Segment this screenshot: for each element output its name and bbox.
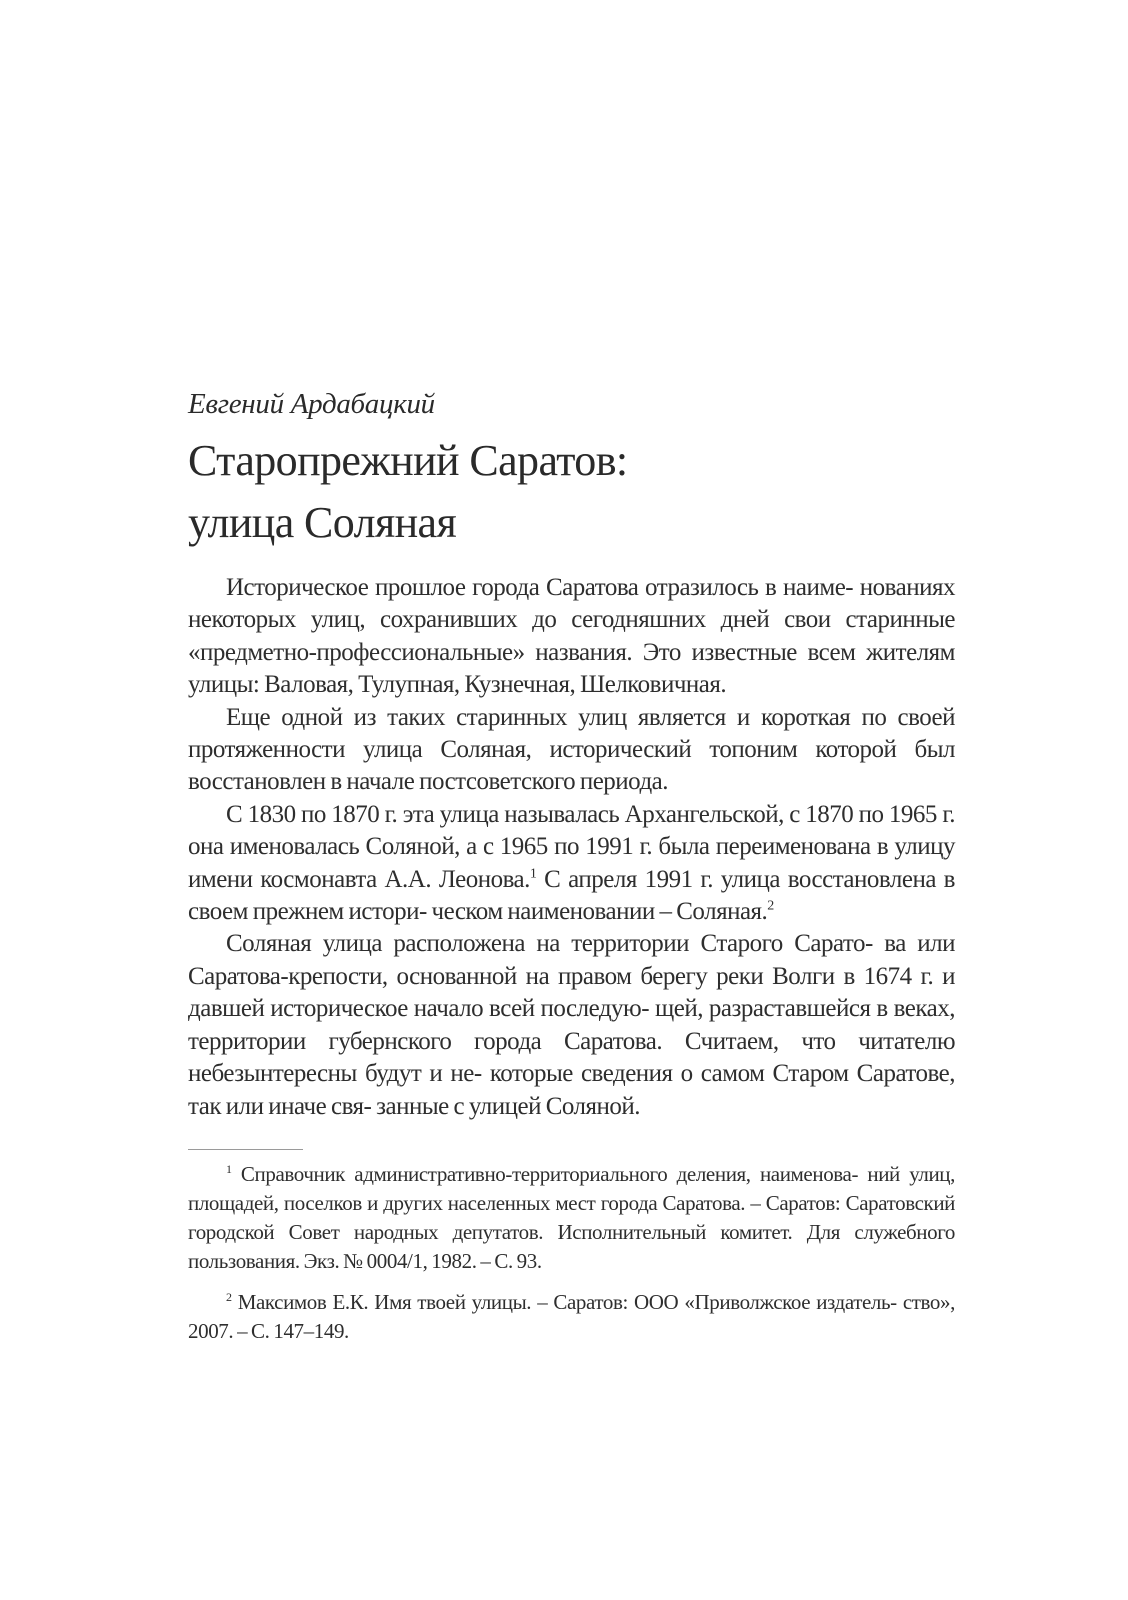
text-line: ческом наименовании – Соляная. xyxy=(431,898,768,926)
footnote-number: 2 xyxy=(226,1289,232,1304)
text-line: занные с улицей Соляной. xyxy=(376,1092,641,1120)
text-line: ва или Саратова-крепости, основанной на правом берегу реки xyxy=(188,930,955,990)
text-line: С 1830 по 1870 г. эта улица называлась Архангельской, xyxy=(226,800,784,828)
text-line: Шелковичная. xyxy=(580,671,727,699)
text-line: Еще одной из таких старинных улиц является и короткая по xyxy=(226,703,887,731)
article-title-line: улица Соляная xyxy=(188,498,457,547)
footnote-separator xyxy=(188,1149,303,1150)
text-line: которые сведения о самом Старом Саратове, так или иначе свя- xyxy=(188,1060,955,1120)
text-line: Соляная улица расположена на территории Старого Сарато- xyxy=(226,930,873,958)
footnote-line: ство», 2007. – С. 147–149. xyxy=(188,1289,955,1343)
footnote-line: Справочник административно-территориального деления, наименова- xyxy=(240,1161,859,1186)
text-line: была переименована в улицу имени космонавта А.А. Леонова. xyxy=(188,833,956,893)
text-line: С апреля 1991 г. улица восстановлена в своем прежнем истори- xyxy=(188,865,955,926)
footnote-line: ний улиц, площадей, поселков и других населенных мест города Саратова. – xyxy=(188,1161,955,1215)
paragraph xyxy=(188,928,955,1122)
text-line: свои старинные «предметно-профессиональные» названия. Это xyxy=(188,606,956,666)
text-line: известные всем жителям улицы: Валовая, Тулупная, Кузнечная, xyxy=(188,638,955,699)
footnote xyxy=(188,1288,955,1346)
footnote-ref[interactable]: 1 xyxy=(529,866,537,882)
text-line: Волги в 1674 г. и давшей историческое начало всей последую- xyxy=(188,962,955,1023)
article-title-line: Старопрежний Саратов: xyxy=(188,436,628,485)
footnote-ref[interactable]: 2 xyxy=(767,898,774,914)
text-line: с 1870 по 1965 г. она именовалась Соляной, а с 1965 по 1991 г. xyxy=(188,800,956,861)
article-title xyxy=(188,430,955,554)
text-line: которой был восстановлен в начале постсоветского периода. xyxy=(188,736,955,796)
text-line: своей протяженности улица Соляная, исторический топоним xyxy=(188,703,955,764)
article-author: Евгений Ардабацкий xyxy=(188,388,435,420)
footnotes xyxy=(188,1160,955,1346)
footnote xyxy=(188,1160,955,1276)
text-line: щей, разраставшейся в веках, территории губернского города xyxy=(188,995,955,1055)
paragraph xyxy=(188,799,955,929)
footnote-line: Саратов: Саратовский городской Совет народных депутатов. Исполнительный xyxy=(188,1190,955,1244)
text-line: Саратова. Считаем, что читателю небезынтересны будут и не- xyxy=(188,1027,955,1088)
footnote-line: Максимов Е.К. Имя твоей улицы. – Саратов: ООО «Приволжское издатель- xyxy=(237,1289,897,1314)
paragraph xyxy=(188,572,955,702)
footnote-line: комитет. Для служебного пользования. Экз. № 0004/1, 1982. – С. 93. xyxy=(188,1219,955,1273)
text-line: нованиях некоторых улиц, сохранивших до сегодняшних дней xyxy=(188,574,955,634)
footnote-number: 1 xyxy=(226,1161,232,1176)
article-body xyxy=(188,572,955,1123)
text-line: Историческое прошлое города Саратова отразилось в наиме- xyxy=(226,574,854,601)
paragraph xyxy=(188,702,955,799)
book-page xyxy=(188,0,955,1346)
